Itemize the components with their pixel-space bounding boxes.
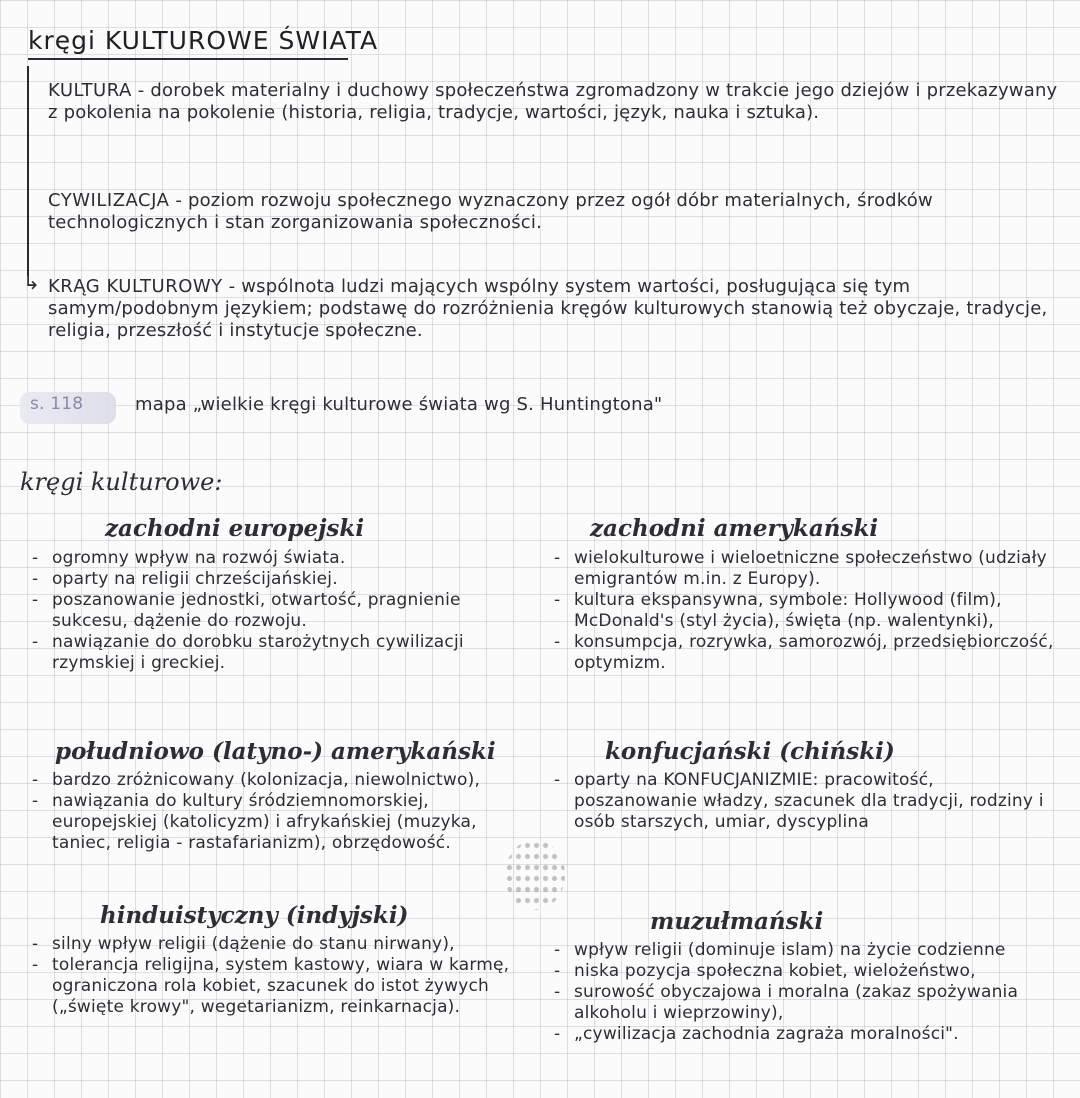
list-item: - nawiązania do kultury śródziemnomorskiej, europejskiej (katolicyzm) i afrykańskiej (muzyka, taniec, religia - rastafarianizm), obrzędowość. (30, 791, 520, 854)
list-item: - wielokulturowe i wieloetniczne społeczeństwo (udziały emigrantów m.in. z Europy). (552, 548, 1062, 590)
definition-text: - wspólnota ludzi mających wspólny system wartości, posługująca się tym samym/podobnym językiem; podstawę do rozróżnienia kręgów kulturowych stanowią też obyczaje, tradycje, religia, przeszłość i instytucje społeczne. (48, 276, 1048, 341)
list-item: - oparty na KONFUCJANIZMIE: pracowitość, poszanowanie władzy, szacunek dla tradycji, rodziny i osób starszych, umiar, dyscyplina (552, 770, 1062, 833)
section-subheading: kręgi kulturowe: (20, 468, 223, 496)
circle-heading-western-american: zachodni amerykański (590, 515, 879, 542)
definition-text: - poziom rozwoju społecznego wyznaczony przez ogół dóbr materialnych, środków technologicznych i stan zorganizowania społeczności. (48, 190, 933, 233)
definition-krag-kulturowy (48, 276, 1058, 342)
list-item: - konsumpcja, rozrywka, samorozwój, przedsiębiorczość, optymizm. (552, 632, 1062, 674)
ink-blotch (505, 840, 565, 910)
definition-term: CYWILIZACJA (48, 190, 170, 211)
circle-heading-muslim: muzułmański (650, 908, 824, 935)
list-item: - oparty na religii chrześcijańskiej. (30, 569, 520, 590)
circle-list-latin-american (30, 770, 520, 854)
circle-heading-hindu: hinduistyczny (indyjski) (100, 902, 409, 929)
circle-list-confucian (552, 770, 1062, 833)
title-underline (28, 58, 348, 60)
list-item: - kultura ekspansywna, symbole: Hollywood (film), McDonald's (styl życia), święta (np. walentynki), (552, 590, 1062, 632)
list-item: - bardzo zróżnicowany (kolonizacja, niewolnictwo), (30, 770, 520, 791)
list-item: - wpływ religii (dominuje islam) na życie codzienne (552, 940, 1067, 961)
circle-list-muslim (552, 940, 1067, 1045)
circle-heading-western-european: zachodni europejski (105, 515, 365, 542)
arrow-icon: ↳ (23, 270, 40, 294)
map-reference: mapa „wielkie kręgi kulturowe świata wg S. Huntingtona" (135, 394, 663, 415)
definition-text: - dorobek materialny i duchowy społeczeństwa zgromadzony w trakcie jego dziejów i przekazywany z pokolenia na pokolenie (historia, religia, tradycje, wartości, język, nauka i sztuka). (48, 80, 1058, 123)
list-item: - surowość obyczajowa i moralna (zakaz spożywania alkoholu i wieprzowiny), (552, 982, 1067, 1024)
definition-term: KULTURA (48, 80, 132, 101)
page-title: kręgi KULTUROWE ŚWIATA (28, 26, 379, 55)
definition-kultura (48, 80, 1058, 124)
list-item: - tolerancja religijna, system kastowy, wiara w karmę, ograniczona rola kobiet, szacunek do istot żywych („święte krowy", wegetarianizm, reinkarnacja). (30, 955, 530, 1018)
list-item: - nawiązanie do dorobku starożytnych cywilizacji rzymskiej i greckiej. (30, 632, 520, 674)
list-item: - niska pozycja społeczna kobiet, wielożeństwo, (552, 961, 1067, 982)
circle-list-western-european (30, 548, 520, 674)
list-item: - ogromny wpływ na rozwój świata. (30, 548, 520, 569)
circle-heading-latin-american: południowo (latyno-) amerykański (55, 738, 496, 765)
definition-cywilizacja (48, 190, 1058, 234)
circle-heading-confucian: konfucjański (chiński) (605, 738, 895, 765)
circle-list-hindu (30, 934, 530, 1018)
page-reference: s. 118 (30, 394, 84, 414)
definition-term: KRĄG KULTUROWY (48, 276, 223, 297)
list-item: - „cywilizacja zachodnia zagraża moralności". (552, 1024, 1067, 1045)
list-item: - silny wpływ religii (dążenie do stanu nirwany), (30, 934, 530, 955)
bracket-line (27, 66, 29, 276)
list-item: - poszanowanie jednostki, otwartość, pragnienie sukcesu, dążenie do rozwoju. (30, 590, 520, 632)
circle-list-western-american (552, 548, 1062, 674)
